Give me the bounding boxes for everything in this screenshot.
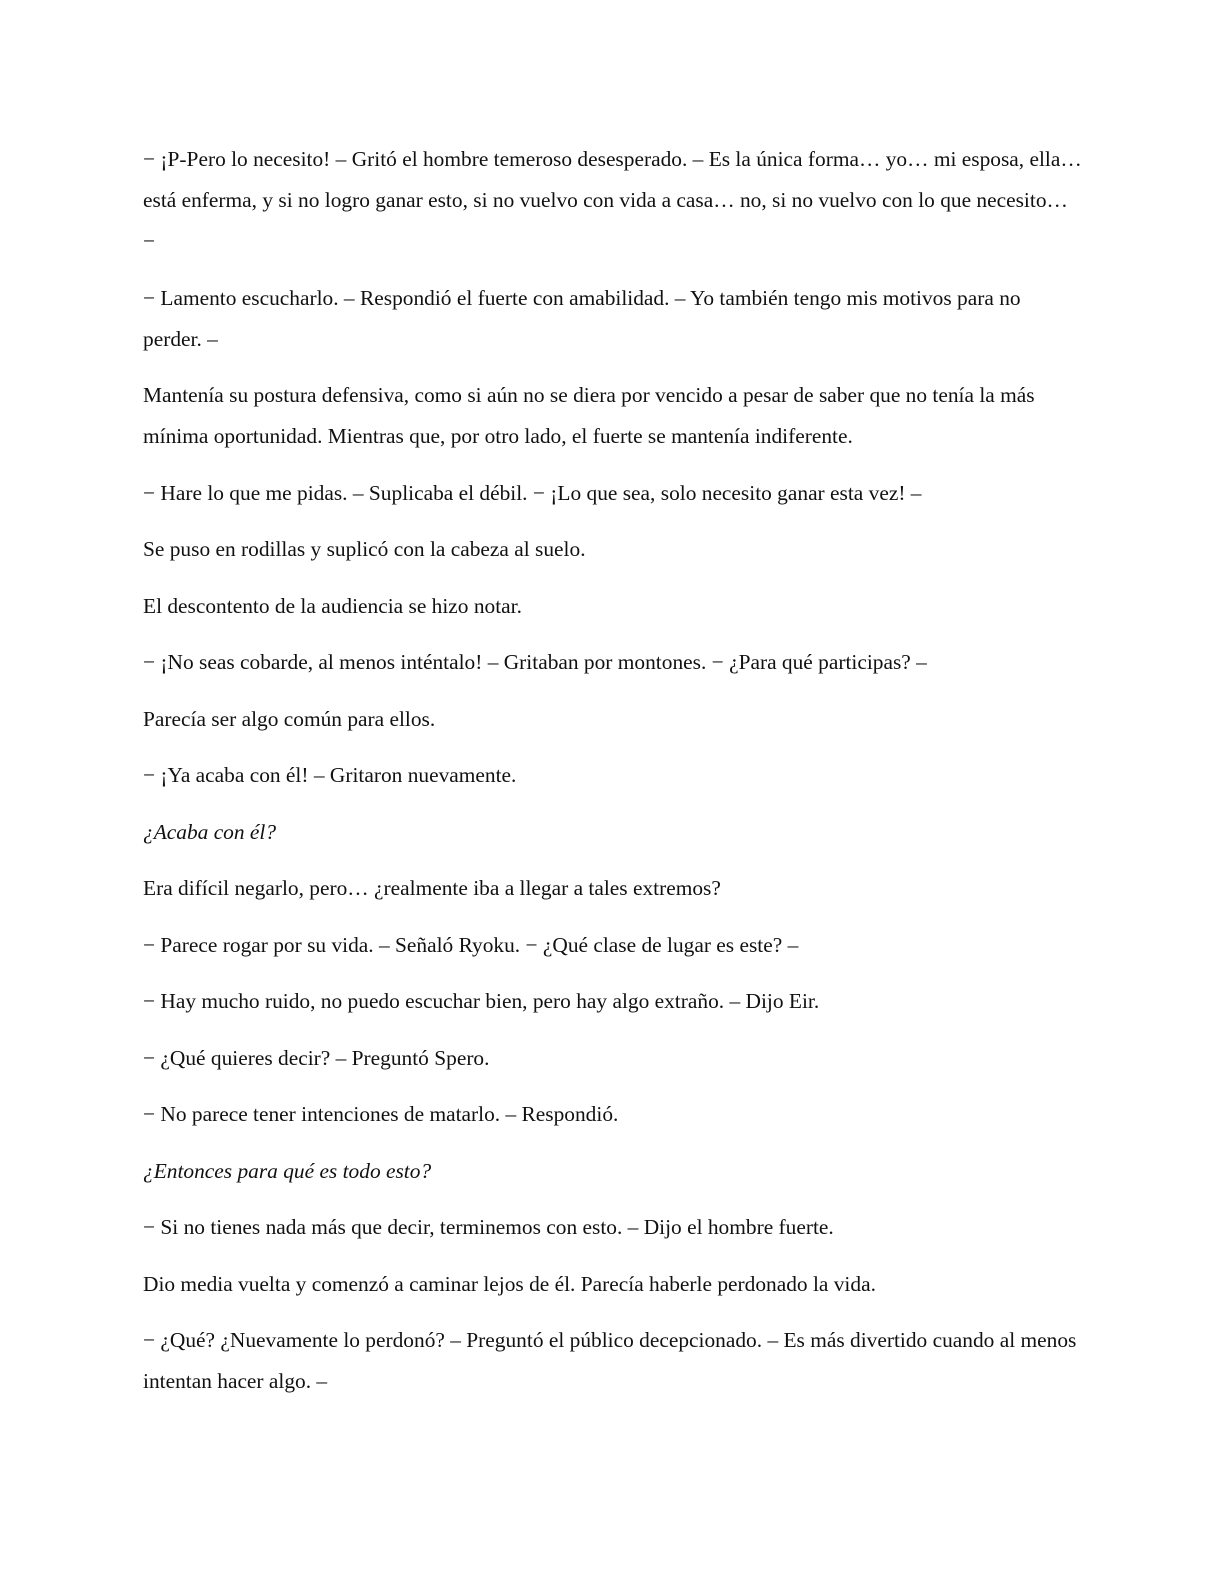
paragraph: − Hay mucho ruido, no puedo escuchar bien, pero hay algo extraño. – Dijo Eir. [143, 989, 820, 1013]
paragraph: Se puso en rodillas y suplicó con la cabeza al suelo. [143, 537, 586, 561]
paragraph: ¿Entonces para qué es todo esto? [143, 1158, 432, 1183]
paragraph: − ¿Qué quieres decir? – Preguntó Spero. [143, 1045, 490, 1070]
paragraph: Era difícil negarlo, pero… ¿realmente iba a llegar a tales extremos? [143, 876, 721, 900]
paragraph: Mantenía su postura defensiva, como si aún no se diera por vencido a pesar de saber que no tenía la más mínima oportunidad. Mientras que, por otro lado, el fuerte se mantenía indiferente. [143, 383, 1035, 448]
paragraph: − ¡No seas cobarde, al menos inténtalo! – Gritaban por montones. − ¿Para qué participas? – [143, 650, 927, 674]
paragraph: El descontento de la audiencia se hizo notar. [143, 593, 522, 618]
paragraph: Dio media vuelta y comenzó a caminar lejos de él. Parecía haberle perdonado la vida. [143, 1271, 876, 1296]
paragraph: − ¿Qué? ¿Nuevamente lo perdonó? – Preguntó el público decepcionado. – Es más divertido cuando al menos intentan hacer algo. – [143, 1328, 1077, 1393]
paragraph: − Lamento escucharlo. – Respondió el fuerte con amabilidad. – Yo también tengo mis motivos para no perder. – [143, 285, 1021, 351]
paragraph: − No parece tener intenciones de matarlo. – Respondió. [143, 1102, 619, 1126]
paragraph: − Hare lo que me pidas. – Suplicaba el débil. − ¡Lo que sea, solo necesito ganar esta vez! – [143, 480, 922, 505]
paragraph: − ¡P-Pero lo necesito! – Gritó el hombre temeroso desesperado. – Es la única forma… yo… mi esposa, ella… está enferma, y si no logro ganar esto, si no vuelvo con vida a casa… no, si no vuelvo con lo que necesito… − [143, 147, 1082, 253]
paragraph: ¿Acaba con él? [143, 819, 277, 844]
paragraph: Parecía ser algo común para ellos. [143, 706, 436, 731]
paragraph: − Parece rogar por su vida. – Señaló Ryoku. − ¿Qué clase de lugar es este? – [143, 932, 799, 957]
paragraph: − ¡Ya acaba con él! – Gritaron nuevamente. [143, 763, 517, 787]
paragraph: − Si no tienes nada más que decir, terminemos con esto. – Dijo el hombre fuerte. [143, 1215, 834, 1239]
document-page [143, 139, 1083, 1418]
